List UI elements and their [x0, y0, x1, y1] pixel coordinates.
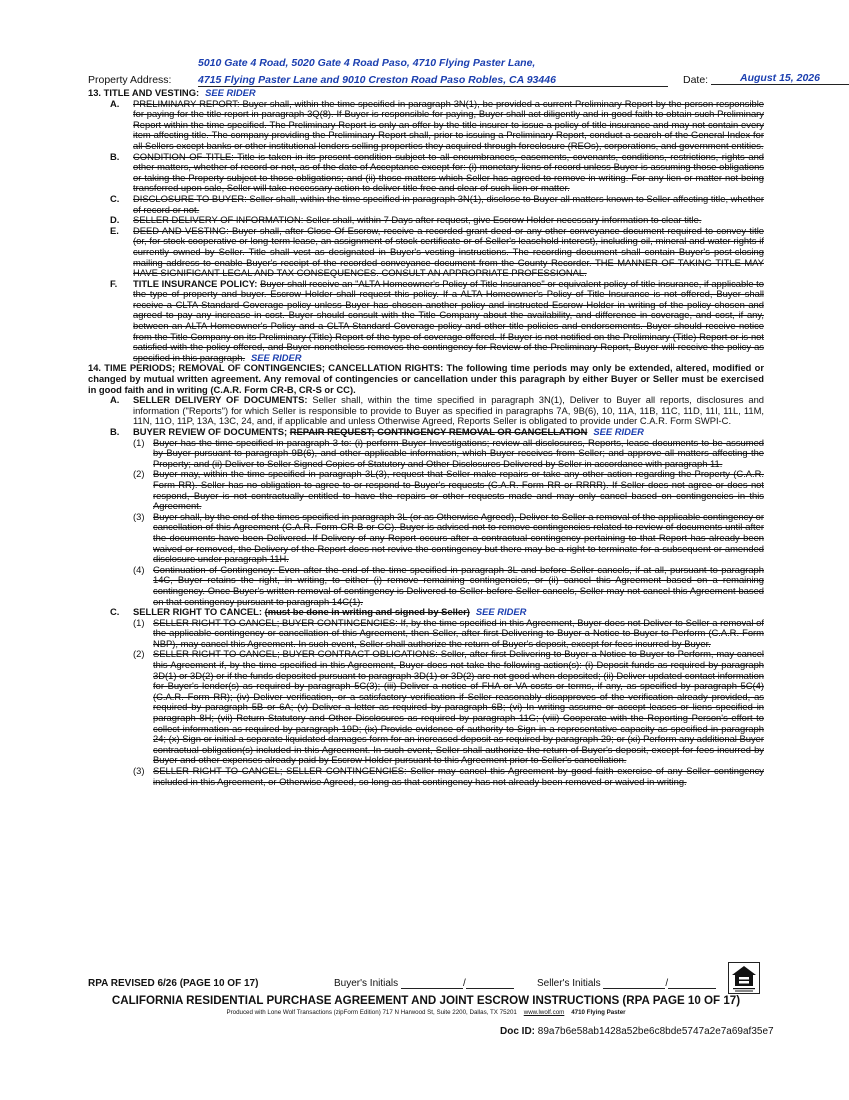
- section-14b: B. BUYER REVIEW OF DOCUMENTS; REPAIR REQUEST; CONTINGENCY REMOVAL OR CANCELLATION SEE RIDER: [110, 426, 644, 437]
- buyer-initials: Buyer's Initials /: [334, 978, 514, 989]
- section-14c3: (3) SELLER RIGHT TO CANCEL; SELLER CONTINGENCIES: Seller may cancel this Agreement by good faith exercise of any Seller contingency included in this Agreement, or Otherwise Agreed, so long as that contingency has not already been removed or waived in writing.: [133, 765, 764, 787]
- section-13a: A. PRELIMINARY REPORT: Buyer shall, within the time specified in paragraph 3N(1), be provided a current Preliminary Report by the person responsible for paying for the title report in paragraph 3Q(8). If Buyer is responsible for paying, Buyer shall act diligently and in good faith to obtain such Preliminary Report within the time specified. The Preliminary Report is only an offer by the title insurer to issue a policy of title insurance and may not contain every item affecting title. The company providing the Preliminary Report shall, prior to issuing a Preliminary Report, conduct a search of the General Index for all Sellers except banks or other institutional lenders selling properties they acquired through foreclosure (REOs), corporations, and government entities.: [110, 97, 764, 151]
- section-13-title: 13. TITLE AND VESTING: SEE RIDER: [88, 87, 256, 98]
- buyer-initials-field-2[interactable]: [466, 979, 514, 989]
- date-label: Date:: [683, 74, 709, 86]
- section-14b4: (4) Continuation of Contingency: Even after the end of the time specified in paragraph 3L and before Seller cancels, if at all, pursuant to paragraph 14C, Buyer retains the right, in writing, to either (i) remove remaining contingencies, or (ii) cancel this Agreement based on a remaining contingency. Once Buyer's written removal of contingency is Delivered to Seller before Seller cancels, Seller may not cancel this Agreement based on that contingency pursuant to paragraph 14C(1).: [133, 563, 764, 607]
- website-link[interactable]: www.lwolf.com: [523, 1009, 565, 1016]
- see-rider-13: SEE RIDER: [205, 87, 256, 98]
- section-14-title: 14. TIME PERIODS; REMOVAL OF CONTINGENCIES; CANCELLATION RIGHTS: The following time periods may only be extended, altered, modified or changed by mutual written agreement. Any removal of contingencies or cancellation under this paragraph by either Buyer or Seller must be exercised in good faith and in writing (C.A.R. Form CR-B, CR-S or CC).: [88, 362, 764, 395]
- form-title: CALIFORNIA RESIDENTIAL PURCHASE AGREEMENT AND JOINT ESCROW INSTRUCTIONS (RPA PAGE 10 OF 17): [111, 994, 741, 1007]
- see-rider-13f: SEE RIDER: [251, 351, 302, 363]
- section-13f: F. TITLE INSURANCE POLICY: Buyer shall receive an "ALTA Homeowner's Policy of Title Insurance" or equivalent policy of title insurance, if applicable to the type of property and buyer. Escrow Holder shall request this policy. If a ALTA Homeowner's Policy of Title Insurance is not offered, Buyer shall receive a CLTA Standard Coverage policy unless Buyer has chosen another policy and instructed Escrow Holder in writing of the policy chosen and agreed to pay any increase in cost. Buyer should consult with the Title Company about the availability, and difference in coverage, and cost, if any, between an ALTA Homeowner's Policy and a CLTA Standard Coverage policy and other title policies and endorsements. Buyer should receive notice from the Title Company on its Preliminary (Title) Report of the type of coverage offered. If Buyer is not notified on the Preliminary (Title) Report or is not satisfied with the policy offered, and Buyer nonetheless removes the contingency for Review of the Preliminary Report, Buyer will receive the policy as specified in this paragraph. SEE RIDER: [110, 277, 765, 363]
- revision-label: RPA REVISED 6/26 (PAGE 10 OF 17): [88, 978, 259, 989]
- section-14c2: (2) SELLER RIGHT TO CANCEL; BUYER CONTRACT OBLIGATIONS: Seller, after first Delivering to Buyer a Notice to Buyer to Perform, may cancel this Agreement if, by the time specified in this Agreement, Buyer does not take the following action(s): (i) Deposit funds as required by paragraph 3D(1) or 3D(2) or if the funds deposited pursuant to paragraph 3D(1) or 3D(2) are not good when deposited; (ii) Deliver updated contact information for Buyer's lender(s) as required by paragraph 5C(3); (iii) Deliver a notice of FHA or VA costs or terms, if any, as specified by paragraph 5C(4) (C.A.R. Form RR); (iv) Deliver verification, or a satisfactory verification if Seller reasonably disapproves of the verification already provided, as required by paragraph 5B or 6A; (v) Deliver a letter as required by paragraph 6B; (vi) In writing assume or accept leases or liens specified in paragraph 8H; (vii) Return Statutory and Other Disclosures as required by paragraph 11G; (viii) Cooperate with the Reporting Person's effort to collect information as required by paragraph 19D; (ix) Provide evidence of authority to Sign in a representative capacity as specified in paragraph 24; (x) Sign or initial a separate liquidated damages form for an increased deposit as required by paragraph 29; or (xi) Perform any additional Buyer contractual obligation(s) included in this Agreement. In such event, Seller shall authorize the return of Buyer's deposit, except for fees incurred by Buyer and other expenses already paid by Escrow Holder pursuant to this Agreement prior to Seller's cancellation.: [133, 648, 764, 766]
- section-14a: A. SELLER DELIVERY OF DOCUMENTS: Seller shall, within the time specified in paragraph 3N(1), Deliver to Buyer all reports, disclosures and information ("Reports") for which Seller is responsible to provide to Buyer as specified in paragraphs 7A, 9B(6), 10, 11A, 11B, 11C, 11D, 11I, 11L, 11M, 11N, 11O, 11P, 13A, 13C, 24, and, if applicable and unless Otherwise Agreed, Reports Seller is obligated to provide under C.A.R. Form SWPI-C.: [110, 394, 764, 427]
- see-rider-14c: SEE RIDER: [475, 606, 527, 618]
- section-13d: D. SELLER DELIVERY OF INFORMATION: Seller shall, within 7 Days after request, give Escrow Holder necessary information to clear title.: [110, 214, 702, 226]
- address-line-1: 5010 Gate 4 Road, 5020 Gate 4 Road Paso, 4710 Flying Paster Lane,: [198, 57, 536, 69]
- date-value[interactable]: August 15, 2026: [711, 72, 849, 85]
- seller-initials-field-2[interactable]: [668, 979, 716, 989]
- section-14c1: (1) SELLER RIGHT TO CANCEL; BUYER CONTINGENCIES: If, by the time specified in this Agreement, Buyer does not Deliver to Seller a removal of the applicable contingency or cancellation of this Agreement, then Seller, after first Delivering to Buyer a Notice to Buyer to Perform (C.A.R. Form NBP), may cancel this Agreement. In such event, Seller shall authorize the return of Buyer's deposit, except for fees incurred by Buyer.: [133, 616, 764, 649]
- contract-body: [88, 88, 764, 787]
- section-13e: E. DEED AND VESTING: Buyer shall, after Close Of Escrow, receive a recorded grant deed or any other conveyance document required to convey title (or, for stock cooperative or long-term lease, an assignment of stock certificate or of Seller's leasehold interest), including oil, mineral and water rights if currently owned by Seller. Title shall vest as designated in Buyer's vesting instructions. The recording document shall contain Buyer's post-closing mailing address to enable Buyer's receipt of the recorded conveyance document from the County Recorder. THE MANNER OF TAKING TITLE MAY HAVE SIGNIFICANT LEGAL AND TAX CONSEQUENCES. CONSULT AN APPROPRIATE PROFESSIONAL.: [110, 224, 764, 279]
- doc-id-value: 89a7b6e58ab1428a52be6c8bde5747a2e7a69af35e7: [537, 1026, 774, 1037]
- address-line-2[interactable]: 4715 Flying Paster Lane and 9010 Creston Road Paso Robles, CA 93446: [198, 74, 668, 87]
- equal-housing-icon: [728, 962, 760, 994]
- section-14c: C. SELLER RIGHT TO CANCEL: (must be done in writing and signed by Seller) SEE RIDER: [110, 606, 527, 618]
- section-14b2: (2) Buyer may, within the time specified in paragraph 3L(3), request that Seller make repairs or take any other action regarding the Property (C.A.R. Form RR). Seller has no obligation to agree to or respond to Buyer's requests (C.A.R. Form RR or RRRR). If Seller does not agree or does not respond, Buyer is not contractually entitled to have the repairs or other requests made and may only cancel based on contingencies in this Agreement.: [133, 468, 764, 512]
- doc-id: Doc ID: 89a7b6e58ab1428a52be6c8bde5747a2e7a69af35e7: [500, 1026, 774, 1037]
- file-name: 4710 Flying Paster: [571, 1009, 626, 1016]
- section-14b1: (1) Buyer has the time specified in paragraph 3 to: (i) perform Buyer Investigations; review all disclosures, Reports, lease documents to be assumed by Buyer pursuant to paragraph 9B(6), and other applicable information, which Buyer receives from Seller; and approve all matters affecting the Property; and (ii) Deliver to Seller Signed Copies of Statutory and Other Disclosures Delivered by Seller in accordance with paragraph 11.: [133, 436, 764, 469]
- property-address-label: Property Address:: [88, 74, 172, 86]
- seller-initials: Seller's Initials /: [537, 978, 716, 989]
- see-rider-14b: SEE RIDER: [593, 426, 644, 437]
- section-13c: C. DISCLOSURE TO BUYER: Seller shall, within the time specified in paragraph 3N(1), disclose to Buyer all matters known to Seller affecting title, whether of record or not.: [110, 192, 765, 215]
- section-14b3: (3) Buyer shall, by the end of the times specified in paragraph 3L (or as Otherwise Agreed), Deliver to Seller a removal of the applicable contingency or cancellation of this Agreement (C.A.R. Form CR-B or CC). Buyer is advised not to remove contingencies related to review of documents until after the documents have been Delivered. If Delivery of any Report occurs after a contractual contingency pertaining to that Report has already been waived or removed, the Delivery of the Report does not revive the contingency but there may be a right to terminate for a subsequent or amended disclosure under paragraph 11H.: [133, 510, 764, 565]
- buyer-initials-field-1[interactable]: [401, 979, 463, 989]
- produced-with-line: Produced with Lone Wolf Transactions (zipForm Edition) 717 N Harwood St, Suite 2200, Dallas, TX 75201 www.lwolf.com 4710 Flying Paster: [226, 1009, 626, 1016]
- seller-initials-field-1[interactable]: [603, 979, 665, 989]
- section-13b: B. CONDITION OF TITLE: Title is taken in its present condition subject to all encumbrances, easements, covenants, conditions, restrictions, rights and other matters, whether of record or not, as of the date of Acceptance except for: (i) monetary liens of record unless Buyer is assuming those obligations or taking the Property subject to those obligations; and (ii) those matters which Seller has agreed to remove in writing. For any lien or matter not being transferred upon sale, Seller will take necessary action to deliver title free and clear of such lien or matter.: [110, 150, 764, 194]
